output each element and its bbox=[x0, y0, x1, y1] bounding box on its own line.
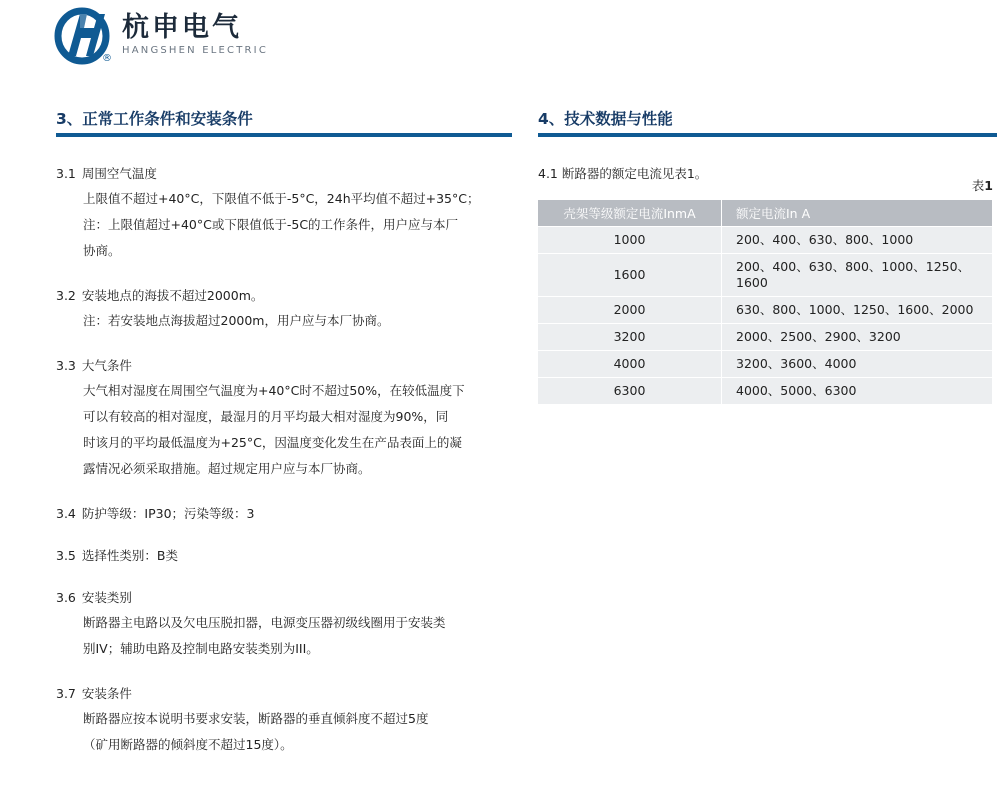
section-4-intro: 4.1 断路器的额定电流见表1。 bbox=[538, 166, 708, 181]
frame-current-cell: 4000 bbox=[538, 351, 722, 378]
clause-text-line: （矿用断路器的倾斜度不超过15度）。 bbox=[83, 737, 293, 752]
clause-text-line: 注：上限值超过+40°C或下限值低于-5C的工作条件，用户应与本厂 bbox=[83, 217, 459, 232]
clause-heading bbox=[56, 286, 516, 306]
section-4-rule bbox=[538, 133, 997, 137]
clause-number: 3.7 bbox=[56, 686, 76, 701]
clause-heading bbox=[56, 684, 516, 704]
table-row bbox=[538, 297, 993, 324]
clause-number: 3.6 bbox=[56, 590, 76, 605]
table-caption-prefix: 表 bbox=[971, 178, 985, 193]
table-row bbox=[538, 254, 993, 297]
table-row bbox=[538, 378, 993, 405]
section-4-title: 4、技术数据与性能 bbox=[538, 110, 673, 128]
frame-current-cell: 1000 bbox=[538, 227, 722, 254]
clause-item bbox=[56, 164, 516, 264]
clause-heading bbox=[56, 504, 516, 524]
clause-title: 安装类别 bbox=[81, 590, 132, 605]
brand-name-cn: 杭申电气 bbox=[122, 12, 242, 43]
table-header-frame-current: 壳架等级额定电流InmA bbox=[538, 200, 722, 227]
table-row bbox=[538, 227, 993, 254]
clause-text-line: 大气相对湿度在周围空气温度为+40°C时不超过50%，在较低温度下 bbox=[83, 383, 465, 398]
section-3-content bbox=[56, 164, 516, 780]
clause-text-line: 协商。 bbox=[83, 243, 121, 258]
clause-text-line: 注：若安装地点海拔超过2000m，用户应与本厂协商。 bbox=[83, 313, 390, 328]
clause-heading bbox=[56, 164, 516, 184]
rated-current-cell: 200、400、630、800、1000、1250、1600 bbox=[722, 254, 993, 297]
rated-current-cell: 3200、3600、4000 bbox=[722, 351, 993, 378]
clause-heading bbox=[56, 588, 516, 608]
frame-current-cell: 2000 bbox=[538, 297, 722, 324]
table-caption-number: 1 bbox=[984, 178, 993, 193]
clause-text-line: 断路器主电路以及欠电压脱扣器，电源变压器初级线圈用于安装类 bbox=[83, 615, 446, 630]
clause-title: 防护等级：IP30；污染等级：3 bbox=[81, 506, 255, 521]
clause-item bbox=[56, 504, 516, 524]
rated-current-cell: 200、400、630、800、1000 bbox=[722, 227, 993, 254]
clause-heading bbox=[56, 356, 516, 376]
table-row bbox=[538, 351, 993, 378]
clause-number: 3.4 bbox=[56, 506, 76, 521]
logo-emblem bbox=[54, 6, 114, 66]
section-3-title: 3、正常工作条件和安装条件 bbox=[56, 110, 253, 128]
frame-current-cell: 6300 bbox=[538, 378, 722, 405]
clause-item bbox=[56, 588, 516, 662]
clause-item bbox=[56, 356, 516, 482]
clause-item bbox=[56, 546, 516, 566]
clause-text-line: 上限值不超过+40°C，下限值不低于-5°C，24h平均值不超过+35°C； bbox=[83, 191, 480, 206]
clause-number: 3.1 bbox=[56, 166, 76, 181]
company-logo bbox=[54, 6, 268, 66]
clause-number: 3.5 bbox=[56, 548, 76, 563]
table-row bbox=[538, 324, 993, 351]
table-caption bbox=[972, 176, 993, 194]
rated-current-cell: 630、800、1000、1250、1600、2000 bbox=[722, 297, 993, 324]
section-3-rule bbox=[56, 133, 512, 137]
clause-item bbox=[56, 286, 516, 334]
clause-title: 周围空气温度 bbox=[81, 166, 157, 181]
clause-number: 3.3 bbox=[56, 358, 76, 373]
frame-current-cell: 3200 bbox=[538, 324, 722, 351]
clause-text-line: 断路器应按本说明书要求安装，断路器的垂直倾斜度不超过5度 bbox=[83, 711, 429, 726]
clause-title: 安装条件 bbox=[81, 686, 132, 701]
clause-text-line: 露情况必须采取措施。超过规定用户应与本厂协商。 bbox=[83, 461, 371, 476]
rated-current-cell: 2000、2500、2900、3200 bbox=[722, 324, 993, 351]
clause-heading bbox=[56, 546, 516, 566]
clause-text-line: 别IV；辅助电路及控制电路安装类别为III。 bbox=[83, 641, 319, 656]
clause-number: 3.2 bbox=[56, 288, 76, 303]
rated-current-table bbox=[538, 200, 993, 404]
clause-title: 安装地点的海拔不超过2000m。 bbox=[81, 288, 264, 303]
table-header-row bbox=[538, 200, 993, 227]
table-header-rated-current: 额定电流In A bbox=[722, 200, 993, 227]
frame-current-cell: 1600 bbox=[538, 254, 722, 297]
clause-title: 选择性类别：B类 bbox=[81, 548, 178, 563]
clause-title: 大气条件 bbox=[81, 358, 132, 373]
registered-mark: ® bbox=[102, 53, 112, 64]
rated-current-cell: 4000、5000、6300 bbox=[722, 378, 993, 405]
brand-name-en: HANGSHEN ELECTRIC bbox=[122, 45, 269, 56]
clause-text-line: 可以有较高的相对湿度，最湿月的月平均最大相对湿度为90%，同 bbox=[83, 409, 449, 424]
clause-item bbox=[56, 684, 516, 758]
clause-text-line: 时该月的平均最低温度为+25°C，因温度变化发生在产品表面上的凝 bbox=[83, 435, 462, 450]
